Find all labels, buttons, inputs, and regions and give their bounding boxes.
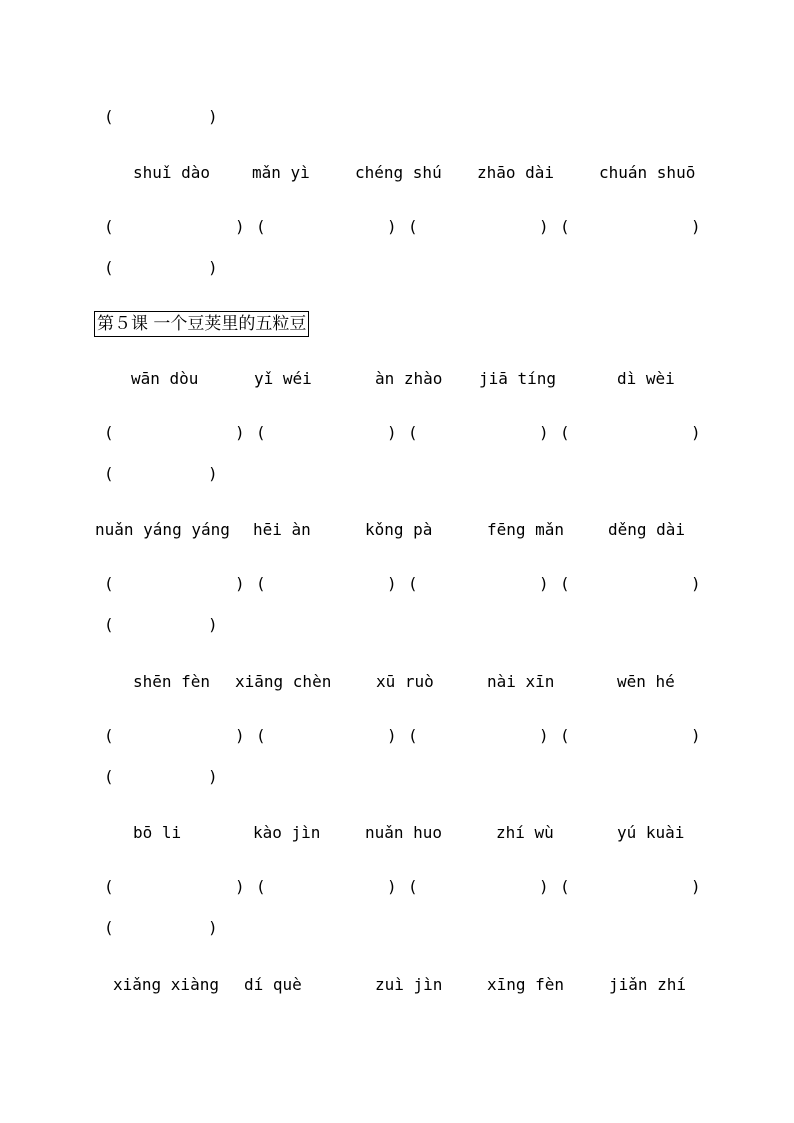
answer-box-close: ) [539,217,549,236]
answer-box-open: ( [104,464,114,483]
answer-box-open: ( [104,217,114,236]
answer-box-close: ) [235,726,245,745]
answer-box-open: ( [256,423,266,442]
pinyin-word: nuǎn huo [365,823,443,842]
answer-box-close: ) [539,423,549,442]
pinyin-word: fēng mǎn [487,520,565,539]
pinyin-word: wēn hé [617,672,675,691]
answer-box-close: ) [691,877,701,896]
pinyin-word: hēi àn [253,520,311,539]
pinyin-word: dí què [244,975,302,994]
pinyin-word: zhāo dài [477,163,555,182]
pinyin-word: xū ruò [376,672,434,691]
answer-box-close: ) [691,726,701,745]
pinyin-word: chéng shú [355,163,442,182]
answer-box-open: ( [104,918,114,937]
pinyin-word: jiā tíng [479,369,557,388]
answer-box-open: ( [408,726,418,745]
pinyin-word: nuǎn yáng yáng [95,520,230,539]
answer-box-open: ( [408,423,418,442]
answer-box-close: ) [387,726,397,745]
answer-box-close: ) [208,258,218,277]
answer-box-open: ( [104,107,114,126]
answer-box-open: ( [104,726,114,745]
answer-box-open: ( [560,423,570,442]
answer-box-close: ) [208,107,218,126]
answer-box-open: ( [104,258,114,277]
pinyin-word: bō li [133,823,182,842]
pinyin-word: kǒng pà [365,520,433,539]
pinyin-word: kào jìn [253,823,321,842]
pinyin-word: xīng fèn [487,975,565,994]
answer-box-close: ) [208,464,218,483]
answer-box-close: ) [539,726,549,745]
pinyin-word: shuǐ dào [133,163,211,182]
pinyin-word: zhí wù [496,823,554,842]
pinyin-word: shēn fèn [133,672,211,691]
answer-box-open: ( [560,726,570,745]
answer-box-close: ) [539,574,549,593]
answer-box-close: ) [235,423,245,442]
pinyin-word: wān dòu [131,369,199,388]
answer-box-close: ) [387,877,397,896]
answer-box-open: ( [256,574,266,593]
pinyin-word: jiǎn zhí [609,975,687,994]
lesson-title: 第５课 一个豆荚里的五粒豆 [94,311,309,337]
answer-box-open: ( [256,217,266,236]
answer-box-open: ( [560,574,570,593]
answer-box-close: ) [539,877,549,896]
pinyin-word: xiāng chèn [235,672,332,691]
answer-box-open: ( [104,767,114,786]
pinyin-word: nài xīn [487,672,555,691]
pinyin-word: zuì jìn [375,975,443,994]
answer-box-open: ( [560,877,570,896]
answer-box-close: ) [235,217,245,236]
answer-box-open: ( [560,217,570,236]
pinyin-word: xiǎng xiàng [113,975,219,994]
pinyin-word: mǎn yì [252,163,310,182]
answer-box-close: ) [691,423,701,442]
answer-box-open: ( [408,574,418,593]
answer-box-close: ) [387,574,397,593]
answer-box-open: ( [104,877,114,896]
answer-box-close: ) [235,877,245,896]
answer-box-open: ( [408,877,418,896]
answer-box-open: ( [104,574,114,593]
answer-box-close: ) [235,574,245,593]
answer-box-close: ) [208,767,218,786]
pinyin-word: děng dài [608,520,686,539]
answer-box-close: ) [208,918,218,937]
answer-box-open: ( [104,423,114,442]
answer-box-close: ) [208,615,218,634]
answer-box-open: ( [256,726,266,745]
answer-box-close: ) [691,574,701,593]
pinyin-word: chuán shuō [599,163,696,182]
pinyin-word: yǐ wéi [254,369,312,388]
answer-box-open: ( [256,877,266,896]
answer-box-open: ( [408,217,418,236]
answer-box-close: ) [691,217,701,236]
pinyin-word: dì wèi [617,369,675,388]
answer-box-open: ( [104,615,114,634]
answer-box-close: ) [387,217,397,236]
pinyin-word: yú kuài [617,823,685,842]
pinyin-word: àn zhào [375,369,443,388]
answer-box-close: ) [387,423,397,442]
